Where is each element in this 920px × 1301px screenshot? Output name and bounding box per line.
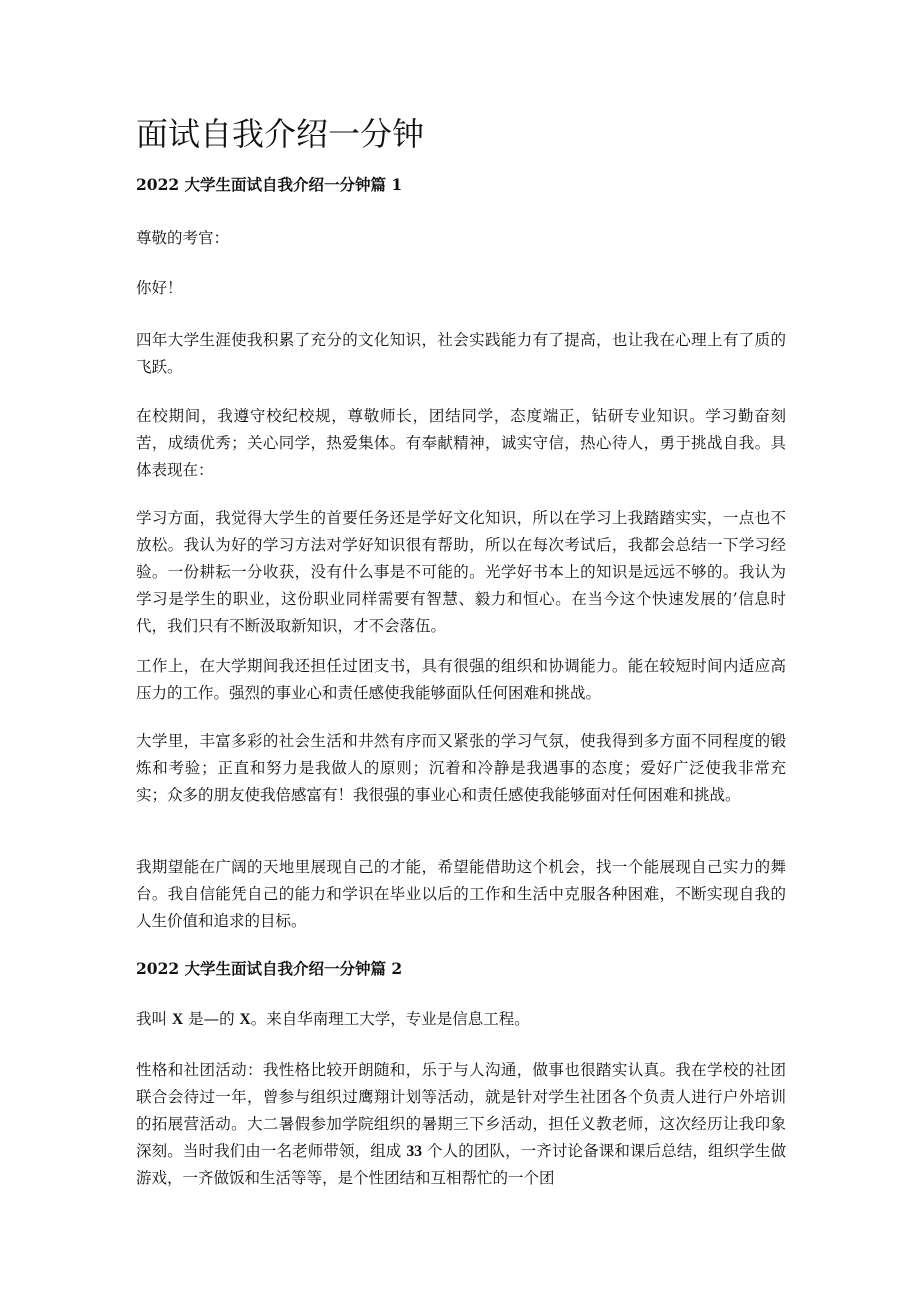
text-run: 是—的 [183, 1010, 240, 1028]
school-placeholder: X [239, 1011, 251, 1028]
paragraph: 学习方面，我觉得大学生的首要任务还是学好文化知识，所以在学习上我踏踏实实，一点也不放松。我认为好的学习方法对学好知识很有帮助，所以在每次考试后，我都会总结一下学习经验。一份耕耘一分收获，没有什么事是不可能的。光学好书本上的知识是远远不够的。我认为学习是学生的职业，这份职业同样需要有智慧、毅力和恒心。在当今这个快速发展的’信息时代，我们只有不断汲取新知识，才不会落伍。 [136, 509, 786, 635]
text-run: 我叫 [136, 1010, 172, 1028]
greeting: 你好！ [136, 279, 183, 297]
paragraph: 工作上，在大学期间我还担任过团支书，具有很强的组织和协调能力。能在较短时间内适应高压力的工作。强烈的事业心和责任感使我能够面队任何困难和挑战。 [136, 657, 786, 702]
text-run: 性格和社团活动：我性格比较开朗随和，乐于与人沟通，做事也很踏实认真。我在学校的社团联合会待过一年，曾参与组织过鹰翔计划等活动，就是针对学生社团各个负责人进行户外培训的拓展营活动。大二暑假参加学院组织的暑期三下乡活动，担任义教老师，这次经历让我印象深刻。当时我们由一名老师带领，组成 [136, 1061, 786, 1160]
paragraph-intro [136, 1006, 786, 1033]
team-size-number: 33 [406, 1143, 422, 1160]
section-1-heading: 2022 大学生面试自我介绍一分钟篇 1 [136, 175, 403, 194]
name-placeholder: X [171, 1011, 184, 1028]
text-run: 。来自华南理工大学，专业是信息工程。 [250, 1010, 530, 1028]
section-2-heading: 2022 大学生面试自我介绍一分钟篇 2 [136, 959, 403, 978]
document-title: 面试自我介绍一分钟 [136, 115, 425, 153]
paragraph: 我期望能在广阔的天地里展现自己的才能，希望能借助这个机会，找一个能展现自己实力的舞台。我自信能凭自己的能力和学识在毕业以后的工作和生活中克服各种困难，不断实现自我的人生价值和追求的目标。 [136, 858, 786, 930]
salutation: 尊敬的考官： [136, 229, 230, 247]
text-run: 个人的团队，一齐讨论备课和课后总结，组织学生做游戏，一齐做饭和生活等等，是个性团结和互相帮忙的一个团 [136, 1142, 786, 1187]
paragraph [136, 1057, 786, 1192]
paragraph: 大学里，丰富多彩的社会生活和井然有序而又紧张的学习气氛，使我得到多方面不同程度的锻炼和考验；正直和努力是我做人的原则；沉着和冷静是我遇事的态度；爱好广泛使我非常充实；众多的朋友使我倍感富有！我很强的事业心和责任感使我能够面对任何困难和挑战。 [136, 732, 786, 804]
paragraph: 四年大学生涯使我积累了充分的文化知识，社会实践能力有了提高，也让我在心理上有了质的飞跃。 [136, 331, 786, 376]
paragraph: 在校期间，我遵守校纪校规，尊敬师长，团结同学，态度端正，钻研专业知识。学习勤奋刻苦，成绩优秀；关心同学，热爱集体。有奉献精神，诚实守信，热心待人，勇于挑战自我。具体表现在： [136, 407, 786, 479]
